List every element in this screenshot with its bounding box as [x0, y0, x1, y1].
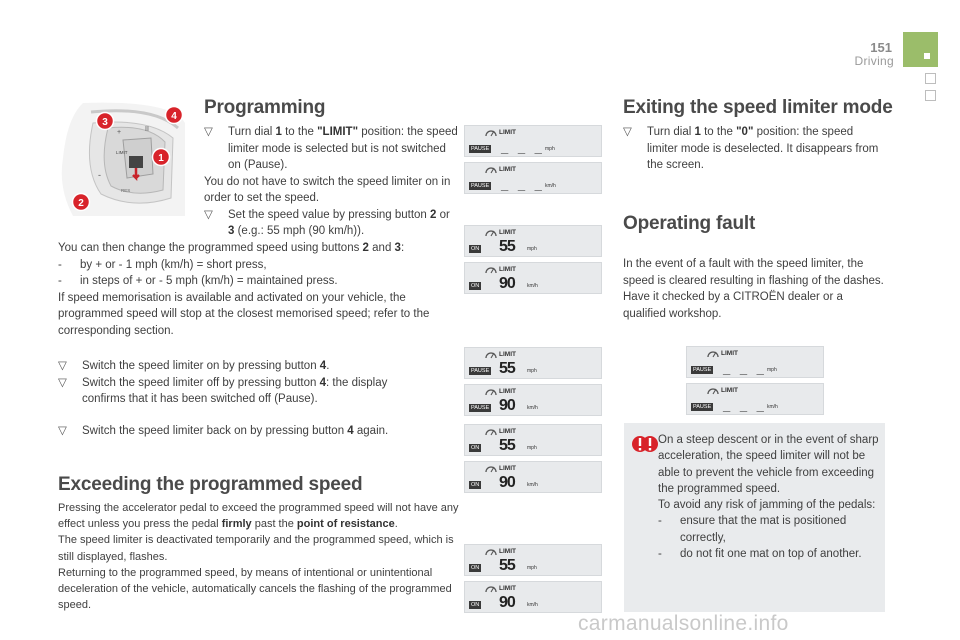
step-turn-dial-limit: ▽ Turn dial 1 to the "LIMIT" position: the speed limiter mode is selected but is not switched on (Pause).: [204, 126, 458, 171]
step-switch-off: ▽ Switch the speed limiter off by pressing button 4: the display confirms that it has been switched off (Pause).: [58, 376, 388, 405]
pause-tag: PAUSE: [471, 146, 490, 152]
unit-label: mph: [527, 565, 537, 571]
limit-label: LIMIT: [499, 388, 516, 395]
unit-label: mph: [527, 246, 537, 252]
svg-text:II: II: [145, 126, 149, 133]
speed-dashes: _ _ _: [723, 398, 767, 413]
speedometer-icon: [707, 349, 719, 358]
section-tab: [903, 32, 938, 67]
speedometer-icon: [485, 265, 497, 274]
limit-label: LIMIT: [499, 266, 516, 273]
limit-label: LIMIT: [499, 428, 516, 435]
exiting-heading: Exiting the speed limiter mode: [623, 97, 893, 118]
speed-dashes: _ _ _: [723, 361, 767, 376]
speed-value: 90: [499, 594, 515, 611]
wheel-limit-label: LIMIT: [116, 150, 128, 155]
speed-display-cleared: [464, 162, 602, 194]
fault-heading: Operating fault: [623, 213, 756, 234]
limit-label: LIMIT: [721, 350, 738, 357]
fault-block: [623, 256, 885, 322]
speed-display-paused: [464, 347, 602, 379]
speedometer-icon: [485, 165, 497, 174]
step-switch-on: ▽ Switch the speed limiter on by pressing button 4.: [58, 360, 330, 372]
speed-value: 90: [499, 474, 515, 491]
warning-paragraph-pedals: To avoid any risk of jamming of the pedals:: [658, 499, 876, 512]
speed-value: 55: [499, 238, 515, 255]
speed-display-on: [464, 461, 602, 493]
limit-label: LIMIT: [499, 585, 516, 592]
on-tag: ON: [471, 246, 480, 252]
callout-4-icon: [166, 107, 183, 124]
limit-label: LIMIT: [499, 465, 516, 472]
exceeding-block: [58, 500, 460, 613]
steering-wheel-controls-illustration: [53, 98, 186, 216]
svg-text:3: 3: [102, 117, 108, 128]
speed-display-paused: [464, 384, 602, 416]
list-item-maintained-press: - in steps of + or - 5 mph (km/h) = maintained press.: [58, 275, 338, 287]
callout-1-icon: [153, 149, 170, 166]
pause-tag: PAUSE: [471, 183, 490, 189]
speed-value: 55: [499, 437, 515, 454]
section-tab-empty: [925, 73, 936, 84]
section-title: Driving: [854, 54, 894, 68]
speed-dashes: _ _ _: [501, 177, 545, 192]
callout-2-icon: [73, 194, 90, 211]
step-set-speed: ▽ Set the speed value by pressing button 2 or 3 (e.g.: 55 mph (90 km/h)).: [204, 208, 450, 237]
speedometer-icon: [485, 228, 497, 237]
speed-value: 55: [499, 360, 515, 377]
speed-display-cleared: [464, 125, 602, 157]
speed-value: 90: [499, 275, 515, 292]
list-item-short-press: - by + or - 1 mph (km/h) = short press,: [58, 258, 267, 271]
unit-label: km/h: [767, 404, 778, 410]
speedometer-icon: [485, 464, 497, 473]
speedometer-icon: [485, 584, 497, 593]
limit-label: LIMIT: [499, 166, 516, 173]
programming-switch-block: [58, 358, 430, 408]
limit-label: LIMIT: [499, 129, 516, 136]
pause-tag: PAUSE: [693, 404, 712, 410]
pause-tag: PAUSE: [693, 367, 712, 373]
speedometer-icon: [485, 387, 497, 396]
on-tag: ON: [471, 602, 480, 608]
speed-dashes: _ _ _: [501, 140, 545, 155]
svg-text:-: -: [98, 170, 101, 180]
limit-label: LIMIT: [499, 351, 516, 358]
unit-label: mph: [767, 367, 777, 373]
warning-text: [658, 432, 880, 562]
svg-text:1: 1: [158, 153, 164, 164]
speedometer-icon: [485, 350, 497, 359]
speed-display-on: [464, 225, 602, 257]
exiting-block: [623, 124, 885, 174]
warning-icon: [630, 431, 660, 461]
paragraph-accelerator: Pressing the accelerator pedal to exceed the programmed speed will not have any effect unless you press the pedal firmly past the point of resistance.: [58, 502, 459, 531]
unit-label: mph: [527, 445, 537, 451]
limit-label: LIMIT: [721, 387, 738, 394]
programming-change-block: [58, 240, 460, 339]
on-tag: ON: [471, 445, 480, 451]
pause-tag: PAUSE: [471, 368, 490, 374]
speedometer-icon: [485, 427, 497, 436]
speedometer-icon: [707, 386, 719, 395]
step-switch-back-on: ▽ Switch the speed limiter back on by pressing button 4 again.: [58, 425, 389, 437]
speed-display-cleared: [686, 346, 824, 378]
svg-text:2: 2: [78, 198, 84, 209]
limit-label: LIMIT: [499, 548, 516, 555]
speedometer-icon: [485, 128, 497, 137]
warning-item-one-mat: - do not fit one mat on top of another.: [658, 548, 862, 561]
speedometer-icon: [485, 547, 497, 556]
step-turn-dial-zero: ▽ Turn dial 1 to the "0" position: the speed limiter mode is deselected. It disappears from the screen.: [623, 126, 879, 171]
watermark: carmanualsonline.info: [578, 612, 789, 635]
paragraph-fault: In the event of a fault with the speed limiter, the speed is cleared resulting in flashing of the dashes.: [623, 258, 884, 287]
svg-text:4: 4: [171, 111, 177, 122]
callout-3-icon: [97, 113, 114, 130]
unit-label: km/h: [527, 283, 538, 289]
warning-box: [624, 423, 885, 612]
unit-label: km/h: [545, 183, 556, 189]
speed-value: 55: [499, 557, 515, 574]
paragraph-deactivated: The speed limiter is deactivated temporarily and the programmed speed, which is still displayed, flashes.: [58, 534, 454, 563]
paragraph-set-speed-note: You do not have to switch the speed limiter on in order to set the speed.: [204, 175, 451, 204]
warning-item-mat-positioned: - ensure that the mat is positioned correctly,: [658, 515, 847, 544]
unit-label: mph: [527, 368, 537, 374]
pause-tag: PAUSE: [471, 405, 490, 411]
speed-display-on: [464, 581, 602, 613]
programming-switch-back-block: [58, 423, 430, 440]
wheel-res-label: RES: [121, 188, 131, 193]
paragraph-speed-memorisation: If speed memorisation is available and activated on your vehicle, the programmed speed will stop at the closest memorised speed; refer to the corresponding section.: [58, 291, 430, 337]
unit-label: km/h: [527, 482, 538, 488]
speed-display-on: [464, 262, 602, 294]
speed-value: 90: [499, 397, 515, 414]
section-tab-empty: [925, 90, 936, 101]
unit-label: mph: [545, 146, 555, 152]
paragraph-change-speed: You can then change the programmed speed using buttons 2 and 3:: [58, 242, 405, 254]
unit-label: km/h: [527, 405, 538, 411]
limit-label: LIMIT: [499, 229, 516, 236]
on-tag: ON: [471, 283, 480, 289]
speed-display-on: [464, 544, 602, 576]
unit-label: km/h: [527, 602, 538, 608]
programming-heading: Programming: [204, 97, 326, 118]
programming-block: [204, 124, 458, 240]
speed-display-cleared: [686, 383, 824, 415]
warning-paragraph: On a steep descent or in the event of sharp acceleration, the speed limiter will not be able to prevent the vehicle from exceeding the programmed speed.: [658, 434, 879, 495]
speed-display-on: [464, 424, 602, 456]
paragraph-have-checked: Have it checked by a CITROËN dealer or a qualified workshop.: [623, 291, 843, 320]
page-number: 151: [870, 40, 892, 55]
on-tag: ON: [471, 482, 480, 488]
svg-text:+: +: [117, 129, 122, 136]
on-tag: ON: [471, 565, 480, 571]
exceeding-heading: Exceeding the programmed speed: [58, 474, 363, 495]
paragraph-returning: Returning to the programmed speed, by means of intentional or unintentional deceleration of the vehicle, automatically cancels the flashing of the programmed speed.: [58, 566, 452, 612]
